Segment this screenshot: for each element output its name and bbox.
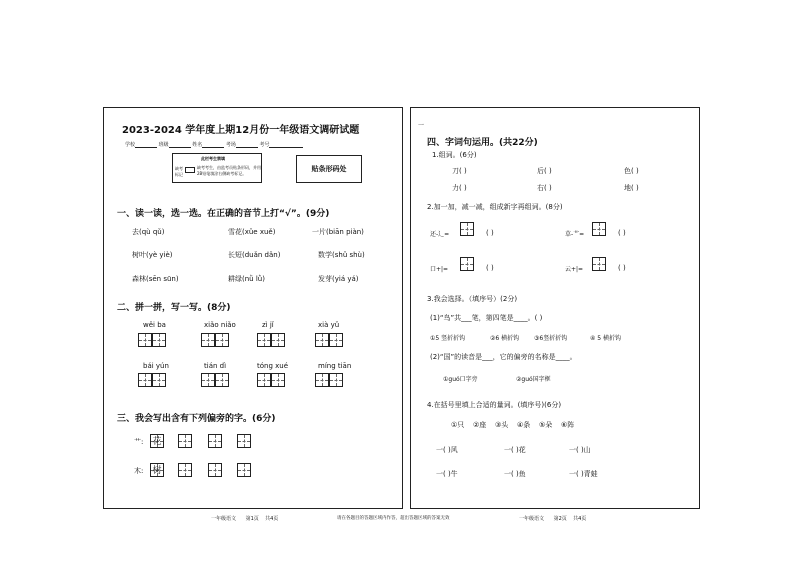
answer-blank[interactable]: ( ) (618, 229, 626, 237)
footer-page-number: 第2页 (553, 516, 567, 522)
pinyin-label: bái yún (143, 362, 169, 370)
q1-item[interactable]: 一片(biān piàn) (312, 228, 364, 236)
q1-item[interactable]: 长短(duǎn dǎn) (228, 251, 281, 259)
measure-fill[interactable]: 一( )青蛙 (569, 470, 598, 478)
school-label: 学校 (125, 142, 136, 148)
q1-item[interactable]: 耕绿(nǜ lǜ) (228, 275, 265, 283)
number-label: 考号 (259, 142, 270, 148)
radical-label: 木: (134, 467, 144, 475)
q4-sub1: 1.组词。(6分) (432, 151, 477, 159)
writing-grid-box[interactable] (329, 333, 343, 347)
writing-grid-box[interactable] (460, 257, 474, 271)
room-field[interactable] (236, 142, 258, 148)
school-field[interactable] (135, 142, 157, 148)
example-char: 树 (152, 466, 162, 476)
char-op: 草-艹= (565, 231, 585, 238)
measure-option: ⑥阵 (561, 421, 575, 429)
pinyin-label: xiǎo niǎo (204, 321, 236, 329)
word-item[interactable]: 力( ) (452, 184, 467, 192)
q2-heading: 二、拼一拼，写一写。(8分) (117, 303, 231, 313)
answer-blank[interactable]: ( ) (486, 229, 494, 237)
writing-grid-box[interactable] (315, 333, 329, 347)
q1-item[interactable]: 雪花(xǔe xuě) (228, 228, 276, 236)
footer-subject: 一年级语文 (519, 516, 545, 522)
writing-grid-box[interactable] (315, 373, 329, 387)
pinyin-label: zì jǐ (262, 321, 274, 329)
barcode-area: 贴条形码处 (296, 155, 362, 183)
answer-blank[interactable]: ( ) (486, 264, 494, 272)
notice-box (172, 153, 262, 183)
answer-blank[interactable]: ( ) (618, 264, 626, 272)
option: ①guó口字旁 (443, 376, 478, 383)
notice-text-1: 缺考考生，由监考员贴条形码，并用 (197, 165, 261, 170)
writing-grid-box[interactable] (178, 463, 192, 477)
writing-grid-box[interactable] (215, 373, 229, 387)
writing-grid-box[interactable] (215, 333, 229, 347)
writing-grid-box[interactable] (208, 434, 222, 448)
q1-item[interactable]: 发芽(yiá yá) (318, 275, 359, 283)
writing-grid-box[interactable] (201, 333, 215, 347)
writing-grid-box[interactable] (329, 373, 343, 387)
q1-item[interactable]: 数学(shǔ shù) (318, 251, 365, 259)
measure-option: ⑤朵 (539, 421, 553, 429)
writing-grid-box[interactable] (257, 333, 271, 347)
footer-page-1 (211, 515, 278, 522)
measure-fill[interactable]: 一( )牛 (436, 470, 458, 478)
room-label: 考场 (225, 142, 236, 148)
stroke-question[interactable]: (1)“鸟”共___笔，第四笔是____。( ) (430, 314, 543, 322)
writing-grid-box[interactable] (237, 463, 251, 477)
measure-option: ①只 (451, 421, 465, 429)
writing-grid-box[interactable] (237, 434, 251, 448)
notice-heading: 此栏考生禁填 (201, 156, 225, 161)
q4-sub4: 4.在括号里填上合适的量词。(填序号)(6分) (427, 401, 562, 409)
q4-sub2: 2.加一加，减一减，组成新字再组词。(8分) (427, 203, 563, 211)
writing-grid-box[interactable] (208, 463, 222, 477)
name-field[interactable] (202, 142, 224, 148)
writing-grid-box[interactable] (152, 333, 166, 347)
footer-total-pages: 共4页 (265, 516, 279, 522)
q1-item[interactable]: 去(qù qǔ) (132, 228, 165, 236)
q1-heading: 一、读一读，选一选。在正确的音节上打“√”。(9分) (117, 209, 330, 219)
writing-grid-box[interactable] (201, 373, 215, 387)
class-label: 班级 (158, 142, 169, 148)
word-item[interactable]: 色( ) (624, 167, 639, 175)
exam-title: 2023-2024 学年度上期12月份一年级语文调研试题 (122, 125, 360, 136)
measure-option: ④条 (517, 421, 531, 429)
word-item[interactable]: 后( ) (537, 167, 552, 175)
writing-grid-box[interactable] (592, 222, 606, 236)
pinyin-label: wěi ba (143, 321, 166, 329)
name-label: 姓名 (192, 142, 203, 148)
writing-grid-box[interactable] (257, 373, 271, 387)
writing-grid-box[interactable] (460, 222, 474, 236)
writing-grid-box[interactable] (271, 333, 285, 347)
word-item[interactable]: 刀( ) (452, 167, 467, 175)
q3-heading: 三、我会写出含有下列偏旁的字。(6分) (117, 414, 276, 424)
writing-grid-box[interactable] (150, 463, 164, 477)
option: ①5 竖折折钩 (430, 335, 466, 342)
measure-option: ③头 (495, 421, 509, 429)
word-item[interactable]: 右( ) (537, 184, 552, 192)
char-op: 口+|= (430, 266, 449, 273)
footer-page-2 (519, 515, 586, 522)
footer-total-pages: 共4页 (573, 516, 587, 522)
student-info-row (125, 141, 303, 148)
pinyin-label: xià yǔ (318, 321, 340, 329)
q4-heading: 四、字词句运用。(共22分) (427, 138, 538, 148)
writing-grid-box[interactable] (150, 434, 164, 448)
footer-page-number: 第1页 (245, 516, 259, 522)
pinyin-label: tóng xué (257, 362, 289, 370)
measure-fill[interactable]: 一( )花 (504, 446, 526, 454)
measure-fill[interactable]: 一( )山 (569, 446, 591, 454)
option: ②guó国字框 (516, 376, 551, 383)
writing-grid-box[interactable] (138, 373, 152, 387)
absent-mark-box[interactable] (185, 167, 195, 173)
q1-item[interactable]: 树叶(yè yiè) (132, 251, 173, 259)
pinyin-label: tián dì (204, 362, 227, 370)
example-char: 花 (152, 437, 162, 447)
writing-grid-box[interactable] (152, 373, 166, 387)
pinyin-label: míng tiān (318, 362, 352, 370)
char-op: 还-辶= (430, 231, 450, 238)
absent-mark-label: 缺考标记 (175, 166, 183, 177)
word-item[interactable]: 地( ) (624, 184, 639, 192)
measure-fill[interactable]: 一( )风 (436, 446, 458, 454)
radical-label: 艹: (134, 438, 144, 446)
notice-text-2: 2B铅笔填涂右侧缺考标记。 (197, 171, 247, 176)
class-field[interactable] (169, 142, 191, 148)
footer-subject: 一年级语文 (211, 516, 237, 522)
char-op: 云+|= (565, 266, 584, 273)
pronunciation-question[interactable]: (2)“国”的读音是___，它的偏旁的名称是____。 (430, 353, 577, 361)
option: ③6竖折折钩 (534, 335, 568, 342)
writing-grid-box[interactable] (271, 373, 285, 387)
measure-option: ②座 (473, 421, 487, 429)
q1-item[interactable]: 森林(sēn sūn) (132, 275, 179, 283)
number-field[interactable] (269, 142, 303, 148)
writing-grid-box[interactable] (592, 257, 606, 271)
writing-grid-box[interactable] (178, 434, 192, 448)
measure-fill[interactable]: 一( )鱼 (504, 470, 526, 478)
corner-mark: 一 (418, 122, 425, 129)
writing-grid-box[interactable] (138, 333, 152, 347)
q4-sub3: 3.我会选择。（填序号）(2分) (427, 295, 518, 303)
option: ②6 横折钩 (490, 335, 520, 342)
answer-area-note: 请在各题目的答题区域内作答，超出答题区域的答案无效 (337, 516, 450, 521)
option: ④ 5 横折钩 (590, 335, 622, 342)
